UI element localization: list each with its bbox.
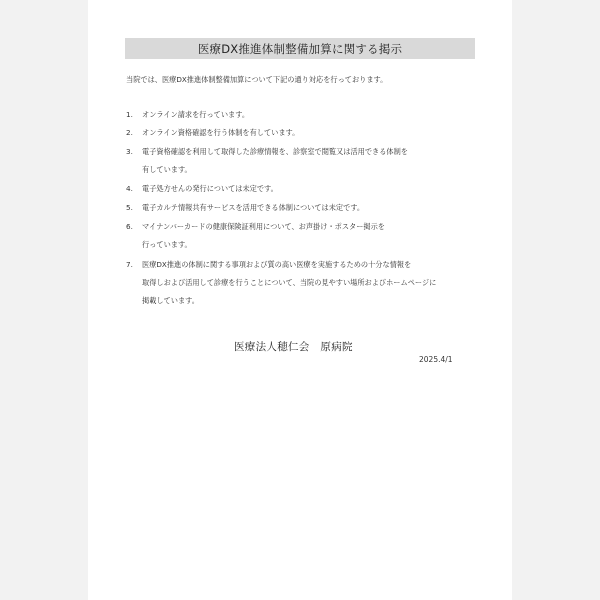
list-item-3: [126, 143, 408, 179]
posting-date: 2025.4/1: [419, 355, 453, 364]
notice-title-bar: [125, 38, 475, 59]
item-text: オンライン資格確認を行う体制を有しています。: [142, 128, 300, 137]
item-text: マイナンバーカードの健康保険証利用について、お声掛け・ポスター掲示を: [142, 222, 385, 231]
item-text: 医療DX推進の体制に関する事項および質の高い医療を実施するための十分な情報を: [142, 260, 412, 269]
list-item-4: [126, 180, 278, 198]
list-item-7: [126, 256, 436, 310]
item-text: 電子資格確認を利用して取得した診療情報を、診察室で閲覧又は活用できる体制を: [142, 147, 408, 156]
notice-page: [88, 0, 512, 600]
intro-text: 当院では、医療DX推進体制整備加算について下記の通り対応を行っております。: [126, 75, 388, 84]
item-number: 7.: [126, 260, 133, 269]
organization-name: 医療法人穂仁会 原病院: [234, 341, 353, 353]
item-number: 3.: [126, 147, 133, 156]
item-number: 5.: [126, 203, 133, 212]
list-item-2: [126, 124, 299, 142]
item-number: 6.: [126, 222, 133, 231]
item-text: 電子カルテ情報共有サービスを活用できる体制については未定です。: [142, 203, 365, 212]
item-number: 2.: [126, 128, 133, 137]
item-text-continued: 掲載しています。: [142, 296, 199, 305]
item-text-continued: 行っています。: [142, 240, 192, 249]
item-text-continued: 有しています。: [142, 165, 192, 174]
list-item-6: [126, 218, 385, 254]
item-number: 4.: [126, 184, 133, 193]
item-number: 1.: [126, 110, 133, 119]
list-item-1: [126, 106, 249, 124]
list-item-5: [126, 199, 364, 217]
item-text: オンライン請求を行っています。: [142, 110, 250, 119]
item-text-continued: 取得しおよび活用して診療を行うことについて、当院の見やすい場所およびホームページに: [142, 278, 437, 287]
notice-title: 医療DX推進体制整備加算に関する掲示: [197, 41, 403, 56]
item-text: 電子処方せんの発行については未定です。: [142, 184, 278, 193]
